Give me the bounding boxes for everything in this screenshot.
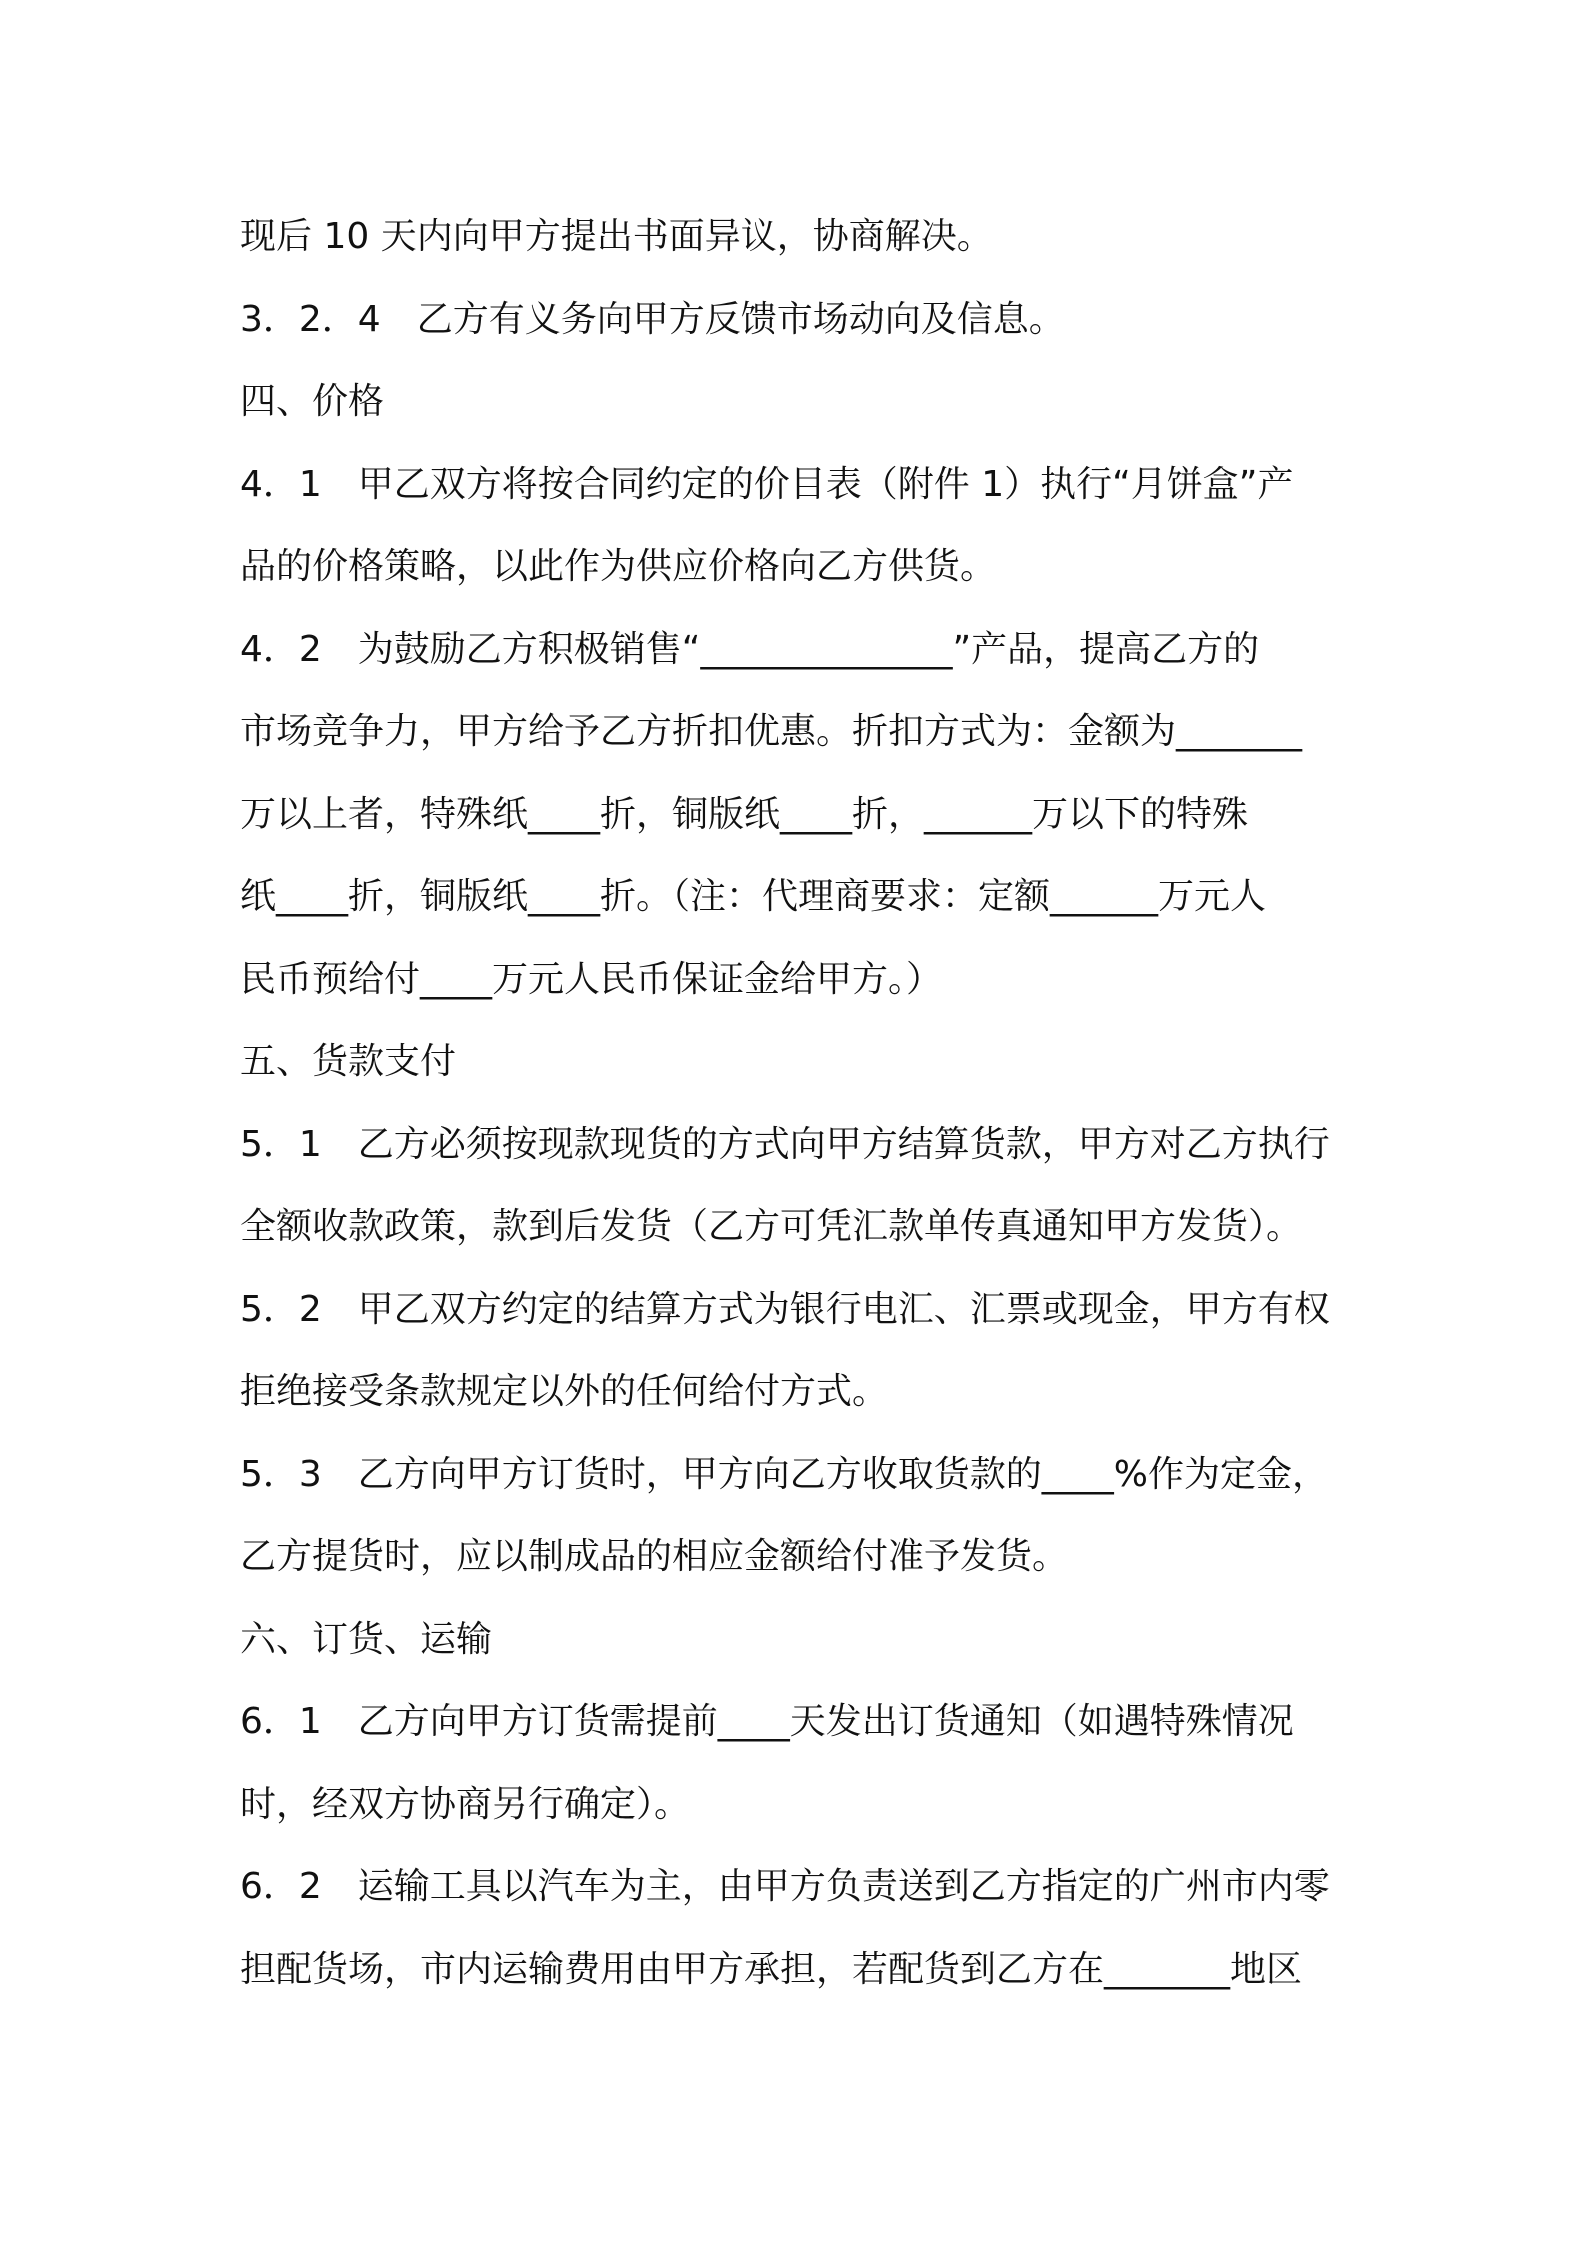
document-body bbox=[240, 196, 1360, 2011]
clause-4-2-line: 4．2 为鼓励乙方积极销售“______________”产品，提高乙方的 bbox=[240, 628, 1260, 670]
paragraph-line: 万以上者，特殊纸____折，铜版纸____折，______万以下的特殊 bbox=[240, 793, 1249, 835]
clause-6-2-line: 6．2 运输工具以汽车为主，由甲方负责送到乙方指定的广州市内零 bbox=[240, 1866, 1330, 1907]
clause-4-1-line: 4．1 甲乙双方将按合同约定的价目表（附件 1）执行“月饼盒”产 bbox=[240, 463, 1294, 505]
section-heading-price: 四、价格 bbox=[240, 381, 385, 422]
paragraph-line: 市场竞争力，甲方给予乙方折扣优惠。折扣方式为：金额为_______ bbox=[240, 711, 1303, 752]
clause-3-2-4-line: 3．2．4 乙方有义务向甲方反馈市场动向及信息。 bbox=[240, 298, 1065, 340]
clause-5-2-line: 5．2 甲乙双方约定的结算方式为银行电汇、汇票或现金，甲方有权 bbox=[240, 1288, 1330, 1330]
clause-6-1-line: 6．1 乙方向甲方订货需提前____天发出订货通知（如遇特殊情况 bbox=[240, 1701, 1294, 1742]
section-heading-payment: 五、货款支付 bbox=[240, 1041, 457, 1082]
clause-5-3-line: 5．3 乙方向甲方订货时，甲方向乙方收取货款的____%作为定金， bbox=[240, 1453, 1329, 1495]
paragraph-line: 现后 10 天内向甲方提出书面异议，协商解决。 bbox=[240, 216, 993, 257]
clause-5-1-line: 5．1 乙方必须按现款现货的方式向甲方结算货款，甲方对乙方执行 bbox=[240, 1123, 1330, 1165]
paragraph-line: 担配货场，市内运输费用由甲方承担，若配货到乙方在_______地区 bbox=[240, 1948, 1303, 1990]
paragraph-line: 品的价格策略，以此作为供应价格向乙方供货。 bbox=[240, 546, 997, 587]
paragraph-line: 乙方提货时，应以制成品的相应金额给付准予发货。 bbox=[240, 1536, 1069, 1577]
paragraph-line: 民币预给付____万元人民币保证金给甲方。） bbox=[240, 958, 943, 1000]
paragraph-line: 拒绝接受条款规定以外的任何给付方式。 bbox=[240, 1371, 889, 1412]
paragraph-line: 时，经双方协商另行确定）。 bbox=[240, 1783, 691, 1825]
paragraph-line: 纸____折，铜版纸____折。（注：代理商要求：定额______万元人 bbox=[240, 876, 1267, 917]
paragraph-line: 全额收款政策，款到后发货（乙方可凭汇款单传真通知甲方发货）。 bbox=[240, 1206, 1303, 1247]
section-heading-ordering-transport: 六、订货、运输 bbox=[240, 1618, 493, 1660]
